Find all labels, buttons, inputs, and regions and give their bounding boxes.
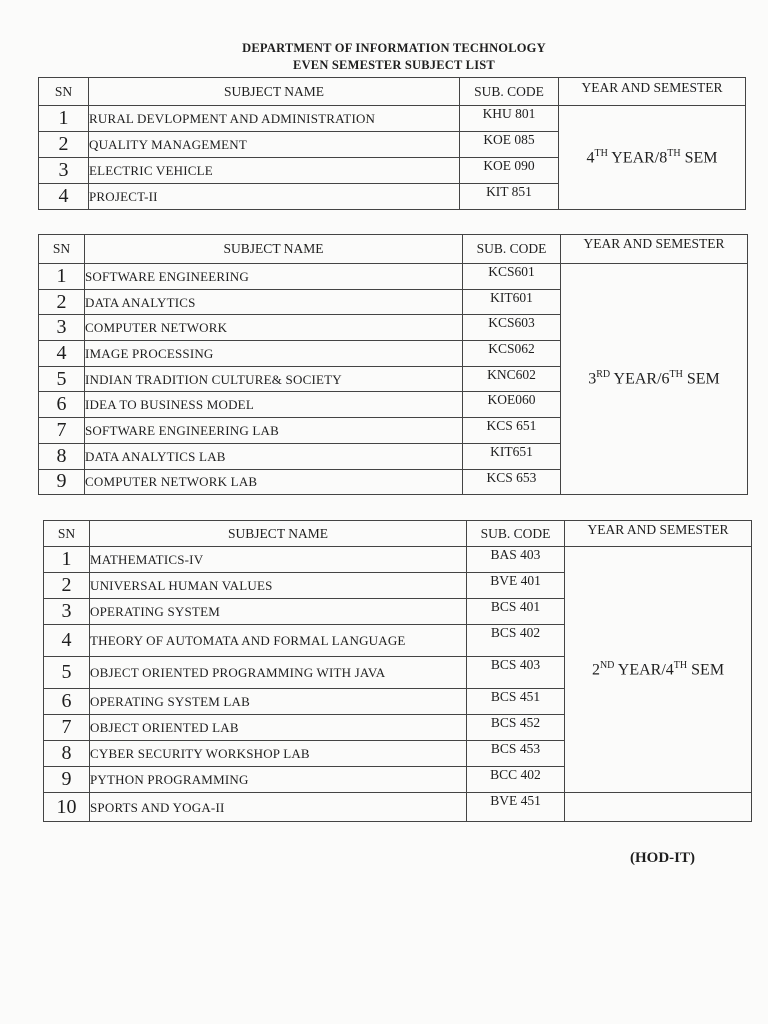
- sub-code-header: SUB. CODE: [467, 521, 565, 547]
- row-subject-name: COMPUTER NETWORK LAB: [85, 469, 463, 495]
- row-subject-name: MATHEMATICS-IV: [90, 547, 467, 573]
- year-number: 2: [591, 661, 600, 679]
- row-subject-name: UNIVERSAL HUMAN VALUES: [90, 573, 467, 599]
- row-sub-code: BCS 403: [467, 657, 565, 689]
- row-sub-code: KCS 651: [463, 418, 561, 444]
- row-sub-code: BAS 403: [467, 547, 565, 573]
- row-sn: 9: [39, 469, 85, 495]
- row-sub-code: KHU 801: [460, 106, 559, 132]
- row-sub-code: BCS 402: [467, 625, 565, 657]
- subject-name-header: SUBJECT NAME: [89, 78, 460, 106]
- year-semester-cell: [561, 264, 748, 495]
- row-sn: 6: [39, 392, 85, 418]
- sem-suffix: TH: [673, 659, 688, 671]
- row-sn: 10: [44, 793, 90, 822]
- row-sub-code: BCS 453: [467, 741, 565, 767]
- empty-cell: [565, 793, 752, 822]
- year-semester-cell: [559, 106, 746, 210]
- row-sn: 1: [39, 106, 89, 132]
- sem-number: 6: [661, 370, 670, 388]
- row-sub-code: BCS 401: [467, 599, 565, 625]
- sem-number: 8: [659, 149, 668, 167]
- year-suffix: TH: [594, 147, 608, 159]
- row-subject-name: SPORTS AND YOGA-II: [90, 793, 467, 822]
- table-header-row: [39, 78, 746, 106]
- sn-header: SN: [44, 521, 90, 547]
- row-sub-code: KCS062: [463, 341, 561, 367]
- row-sn: 2: [39, 289, 85, 315]
- department-title: DEPARTMENT OF INFORMATION TECHNOLOGY: [242, 41, 546, 55]
- row-sub-code: KIT651: [463, 443, 561, 469]
- row-sn: 2: [39, 132, 89, 158]
- row-sub-code: KCS601: [463, 264, 561, 290]
- year-number: 4: [586, 149, 595, 167]
- year-semester-header: YEAR AND SEMESTER: [559, 78, 746, 106]
- row-sn: 4: [39, 341, 85, 367]
- row-subject-name: QUALITY MANAGEMENT: [89, 132, 460, 158]
- row-sn: 9: [44, 767, 90, 793]
- table-header-row: [44, 521, 752, 547]
- row-sn: 8: [44, 741, 90, 767]
- row-subject-name: SOFTWARE ENGINEERING LAB: [85, 418, 463, 444]
- hod-signature-label: (HOD-IT): [630, 850, 695, 866]
- row-sn: 7: [44, 715, 90, 741]
- row-subject-name: IDEA TO BUSINESS MODEL: [85, 392, 463, 418]
- year-number: 3: [588, 370, 597, 388]
- row-sub-code: KOE060: [463, 392, 561, 418]
- table-row: [39, 264, 748, 290]
- table-row: [39, 106, 746, 132]
- year-suffix: RD: [596, 369, 611, 381]
- sn-header: SN: [39, 235, 85, 264]
- row-subject-name: DATA ANALYTICS: [85, 289, 463, 315]
- row-subject-name: IMAGE PROCESSING: [85, 341, 463, 367]
- row-sn: 3: [39, 315, 85, 341]
- subject-table-3rd-year: [38, 234, 748, 495]
- sem-suffix: TH: [669, 369, 683, 381]
- row-subject-name: PROJECT-II: [89, 184, 460, 210]
- sn-header: SN: [39, 78, 89, 106]
- row-sub-code: BCS 451: [467, 689, 565, 715]
- row-subject-name: CYBER SECURITY WORKSHOP LAB: [90, 741, 467, 767]
- year-word: YEAR/: [607, 149, 660, 167]
- row-sn: 5: [39, 366, 85, 392]
- row-sn: 2: [44, 573, 90, 599]
- row-sn: 7: [39, 418, 85, 444]
- row-sub-code: BVE 451: [467, 793, 565, 822]
- table-header-row: [39, 235, 748, 264]
- list-title: EVEN SEMESTER SUBJECT LIST: [293, 58, 495, 72]
- row-sub-code: KIT601: [463, 289, 561, 315]
- year-suffix: ND: [599, 659, 615, 671]
- row-subject-name: ELECTRIC VEHICLE: [89, 158, 460, 184]
- subject-name-header: SUBJECT NAME: [85, 235, 463, 264]
- row-subject-name: SOFTWARE ENGINEERING: [85, 264, 463, 290]
- table-row: [44, 547, 752, 573]
- row-subject-name: DATA ANALYTICS LAB: [85, 443, 463, 469]
- row-sn: 6: [44, 689, 90, 715]
- sub-code-header: SUB. CODE: [463, 235, 561, 264]
- sem-suffix: TH: [667, 147, 681, 159]
- row-sn: 4: [39, 184, 89, 210]
- row-subject-name: INDIAN TRADITION CULTURE& SOCIETY: [85, 366, 463, 392]
- sem-word: SEM: [687, 661, 725, 679]
- row-sub-code: BCS 452: [467, 715, 565, 741]
- row-sub-code: KOE 085: [460, 132, 559, 158]
- row-sn: 3: [44, 599, 90, 625]
- year-word: YEAR/: [610, 370, 662, 388]
- row-sub-code: BVE 401: [467, 573, 565, 599]
- row-sn: 5: [44, 657, 90, 689]
- row-subject-name: THEORY OF AUTOMATA AND FORMAL LANGUAGE: [90, 625, 467, 657]
- row-sn: 1: [44, 547, 90, 573]
- row-subject-name: OBJECT ORIENTED PROGRAMMING WITH JAVA: [90, 657, 467, 689]
- row-sub-code: KOE 090: [460, 158, 559, 184]
- year-semester-header: YEAR AND SEMESTER: [561, 235, 748, 264]
- row-sub-code: BCC 402: [467, 767, 565, 793]
- row-subject-name: OBJECT ORIENTED LAB: [90, 715, 467, 741]
- row-subject-name: OPERATING SYSTEM LAB: [90, 689, 467, 715]
- row-sub-code: KNC602: [463, 366, 561, 392]
- row-subject-name: RURAL DEVLOPMENT AND ADMINISTRATION: [89, 106, 460, 132]
- row-sub-code: KIT 851: [460, 184, 559, 210]
- sem-number: 4: [665, 661, 674, 679]
- subject-name-header: SUBJECT NAME: [90, 521, 467, 547]
- row-sn: 8: [39, 443, 85, 469]
- sem-word: SEM: [682, 370, 720, 388]
- subject-table-4th-year: [38, 77, 746, 210]
- table-row: [44, 793, 752, 822]
- row-subject-name: COMPUTER NETWORK: [85, 315, 463, 341]
- sub-code-header: SUB. CODE: [460, 78, 559, 106]
- year-word: YEAR/: [614, 661, 666, 679]
- sem-word: SEM: [680, 149, 718, 167]
- subject-table-2nd-year: [43, 520, 752, 822]
- row-sn: 1: [39, 264, 85, 290]
- row-sub-code: KCS 653: [463, 469, 561, 495]
- row-sn: 3: [39, 158, 89, 184]
- row-subject-name: OPERATING SYSTEM: [90, 599, 467, 625]
- row-sn: 4: [44, 625, 90, 657]
- row-subject-name: PYTHON PROGRAMMING: [90, 767, 467, 793]
- row-sub-code: KCS603: [463, 315, 561, 341]
- year-semester-cell: [565, 547, 752, 793]
- year-semester-header: YEAR AND SEMESTER: [565, 521, 752, 547]
